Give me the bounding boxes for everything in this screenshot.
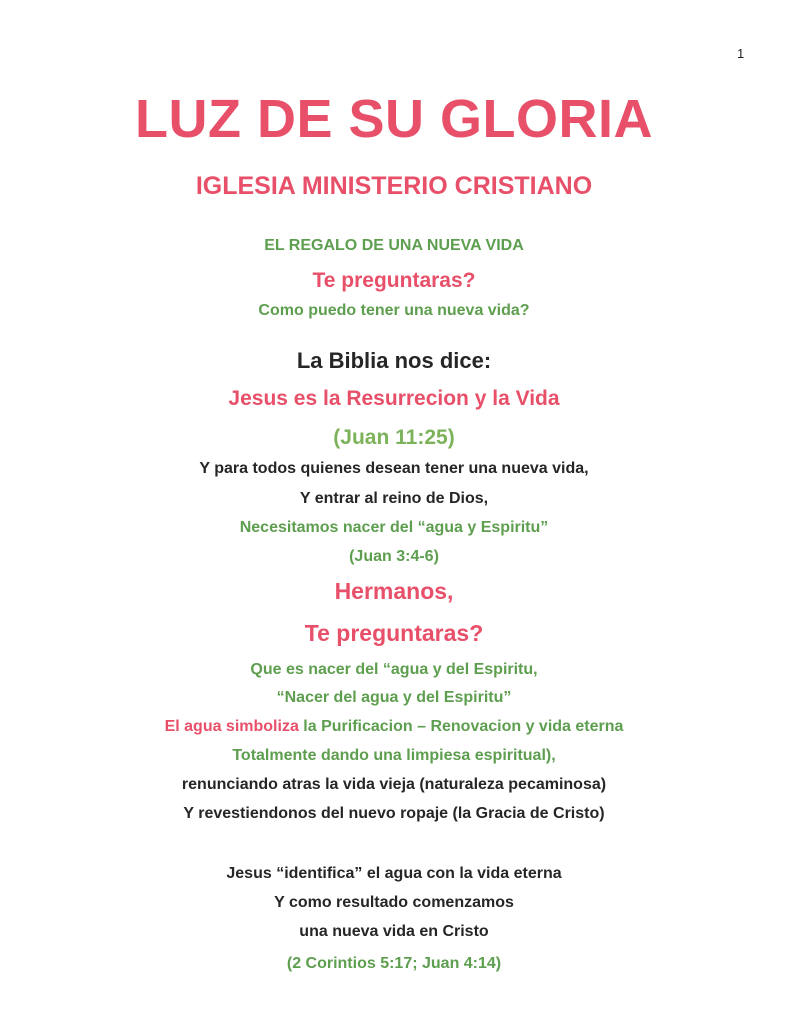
body-line: renunciando atras la vida vieja (naturaleza pecaminosa) xyxy=(181,776,607,793)
body-line: Y para todos quienes desean tener una nueva vida, xyxy=(199,460,589,477)
bible-intro: La Biblia nos dice: xyxy=(296,348,492,373)
body-line: Totalmente dando una limpiesa espiritual), xyxy=(232,747,556,764)
body-line: Y revestiendonos del nuevo ropaje (la Gracia de Cristo) xyxy=(183,805,605,822)
body-line-mixed xyxy=(0,719,788,735)
question-line: Te preguntaras? xyxy=(304,620,484,646)
page-number: 1 xyxy=(737,46,745,61)
question-text: Como puedo tener una nueva vida? xyxy=(258,302,530,319)
scripture-reference: (Juan 3:4-6) xyxy=(349,548,439,565)
body-line: Y entrar al reino de Dios, xyxy=(299,490,489,507)
body-line: Necesitamos nacer del “agua y Espiritu” xyxy=(239,519,549,536)
question-line: Te preguntaras? xyxy=(312,269,476,292)
greeting-heading: Hermanos, xyxy=(334,578,454,604)
section-heading: EL REGALO DE UNA NUEVA VIDA xyxy=(264,237,524,254)
body-line: Y como resultado comenzamos xyxy=(274,894,514,911)
body-line: “Nacer del agua y del Espiritu” xyxy=(276,689,512,706)
scripture-statement: Jesus es la Resurrecion y la Vida xyxy=(228,387,560,410)
scripture-reference: (2 Corintios 5:17; Juan 4:14) xyxy=(286,955,502,972)
body-line: Jesus “identifica” el agua con la vida eterna xyxy=(226,865,562,882)
scripture-reference: (Juan 11:25) xyxy=(333,426,455,449)
body-line: una nueva vida en Cristo xyxy=(299,923,489,940)
page-title: LUZ DE SU GLORIA xyxy=(135,89,653,149)
purification-text: la Purificacion – Renovacion y vida eterna xyxy=(303,718,624,735)
church-name-subtitle: IGLESIA MINISTERIO CRISTIANO xyxy=(195,172,593,200)
body-line: Que es nacer del “agua y del Espiritu, xyxy=(250,661,538,678)
water-symbol-text: El agua simboliza xyxy=(164,718,304,735)
